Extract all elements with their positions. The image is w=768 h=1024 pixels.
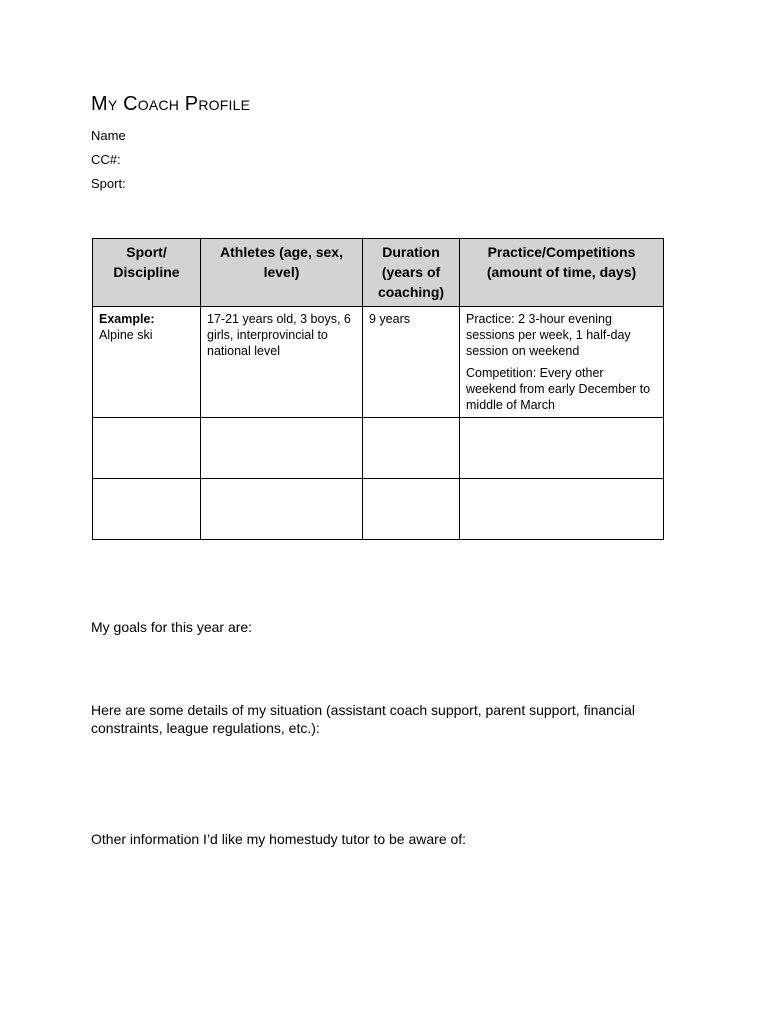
table-header-row	[93, 239, 664, 307]
name-label: Name	[91, 128, 126, 143]
example-sport: Alpine ski	[99, 328, 153, 342]
table-row-example	[93, 307, 664, 418]
goals-prompt: My goals for this year are:	[91, 619, 253, 635]
table-cell-duration[interactable]	[363, 418, 460, 479]
table-cell-duration[interactable]	[363, 479, 460, 540]
example-label: Example:	[99, 312, 155, 326]
table-row	[93, 479, 664, 540]
table-row	[93, 418, 664, 479]
example-practice: Practice: 2 3-hour evening sessions per week, 1 half-day session on weekend	[466, 312, 631, 358]
table-cell-practice[interactable]	[460, 418, 664, 479]
example-sport-cell	[93, 307, 201, 418]
header-sport-discipline: Sport/ Discipline	[93, 239, 201, 307]
other-info-prompt: Other information I’d like my homestudy tutor to be aware of:	[91, 831, 467, 847]
header-athletes: Athletes (age, sex, level)	[201, 239, 363, 307]
table-cell-athletes[interactable]	[201, 479, 363, 540]
example-duration: 9 years	[363, 307, 460, 418]
cc-number-label: CC#:	[91, 152, 121, 167]
coach-profile-table	[92, 238, 664, 540]
sport-label: Sport:	[91, 176, 126, 191]
table-cell-athletes[interactable]	[201, 418, 363, 479]
example-competition: Competition: Every other weekend from early December to middle of March	[466, 366, 651, 412]
table-cell-sport[interactable]	[93, 418, 201, 479]
table-cell-practice[interactable]	[460, 479, 664, 540]
example-athletes: 17-21 years old, 3 boys, 6 girls, interprovincial to national level	[201, 307, 363, 418]
header-duration: Duration (years of coaching)	[363, 239, 460, 307]
table-cell-sport[interactable]	[93, 479, 201, 540]
header-practice-competitions: Practice/Competitions (amount of time, days)	[460, 239, 664, 307]
situation-prompt: Here are some details of my situation (assistant coach support, parent support, financial constraints, league regulations, etc.):	[91, 702, 635, 736]
page-title: My Coach Profile	[91, 93, 251, 115]
example-practice-cell	[460, 307, 664, 418]
